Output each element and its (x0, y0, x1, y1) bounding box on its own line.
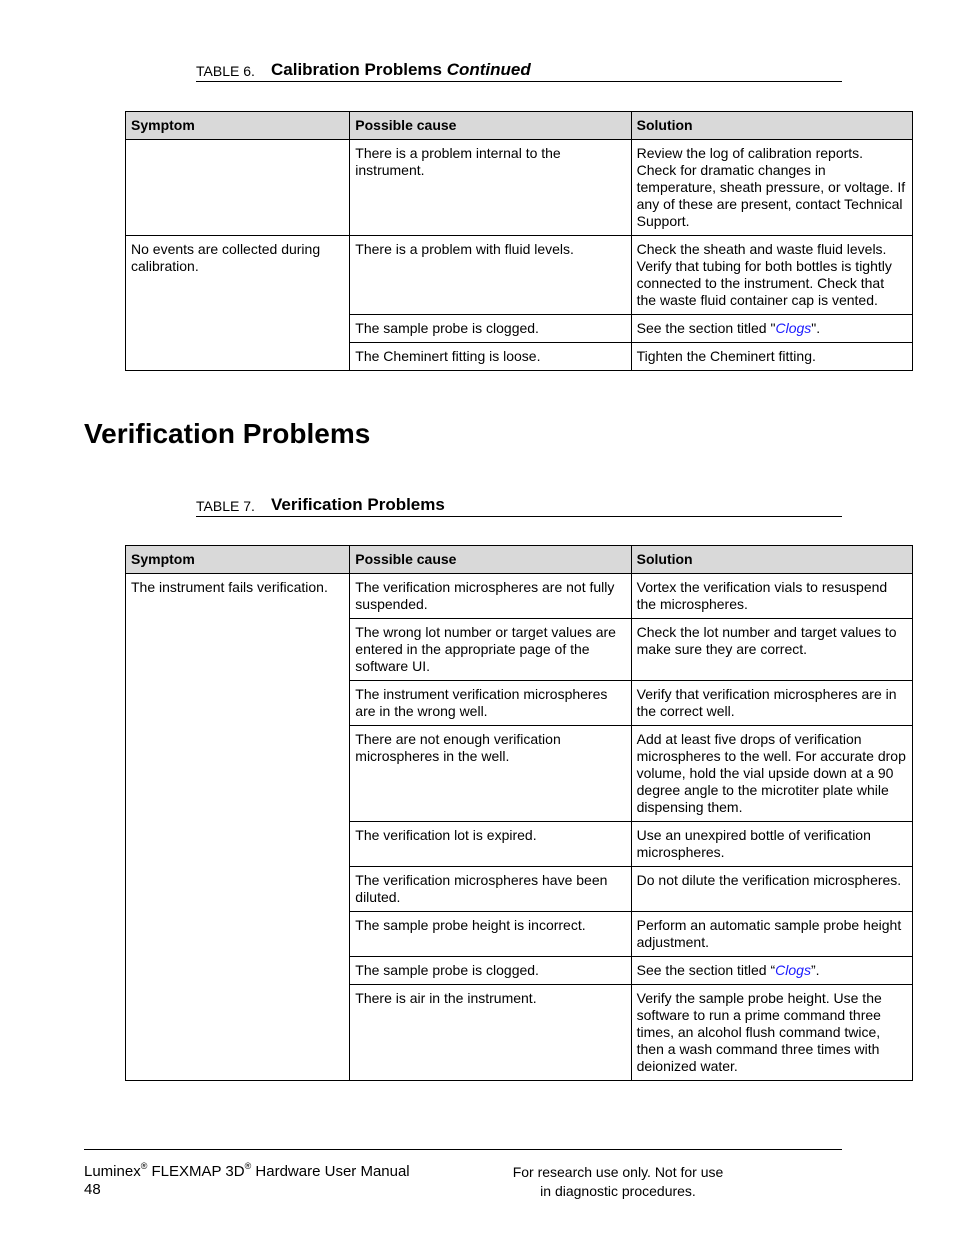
cause-cell: The sample probe is clogged. (350, 957, 631, 985)
solution-cell: Vortex the verification vials to resuspend the microspheres. (631, 574, 912, 619)
solution-cell: Do not dilute the verification microspheres. (631, 867, 912, 912)
solution-cell: Use an unexpired bottle of verification microspheres. (631, 822, 912, 867)
cause-cell: There are not enough verification microspheres in the well. (350, 726, 631, 822)
cause-cell: The verification microspheres are not fully suspended. (350, 574, 631, 619)
header-symptom: Symptom (126, 112, 350, 140)
cause-cell: The verification lot is expired. (350, 822, 631, 867)
solution-cell: Add at least five drops of verification microspheres to the well. For accurate drop volume, hold the vial upside down at a 90 degree angle to the microtiter plate while dispensing them. (631, 726, 912, 822)
solution-cell: Verify the sample probe height. Use the software to run a prime command three times, an alcohol flush command twice, then a wash command three times with deionized water. (631, 985, 912, 1081)
cause-cell: The wrong lot number or target values are entered in the appropriate page of the software UI. (350, 619, 631, 681)
cause-cell: The Cheminert fitting is loose. (350, 343, 631, 371)
cause-cell: The verification microspheres have been diluted. (350, 867, 631, 912)
solution-cell: Review the log of calibration reports. Check for dramatic changes in temperature, sheath pressure, or voltage. If any of these are present, contact Technical Support. (631, 140, 912, 236)
cause-cell: There is a problem internal to the instrument. (350, 140, 631, 236)
cause-cell: The sample probe height is incorrect. (350, 912, 631, 957)
calibration-problems-table (125, 111, 913, 371)
cause-cell: The sample probe is clogged. (350, 315, 631, 343)
table-row (126, 236, 913, 315)
solution-cell: Verify that verification microspheres are in the correct well. (631, 681, 912, 726)
solution-cell: Check the lot number and target values to make sure they are correct. (631, 619, 912, 681)
clogs-link[interactable]: Clogs (775, 320, 812, 336)
header-possible-cause: Possible cause (350, 112, 631, 140)
table6-caption (196, 59, 842, 82)
footer-notice: For research use only. Not for use in diagnostic procedures. (512, 1164, 724, 1199)
solution-cell: Tighten the Cheminert fitting. (631, 343, 912, 371)
header-solution: Solution (631, 112, 912, 140)
cause-cell: The instrument verification microspheres are in the wrong well. (350, 681, 631, 726)
solution-cell: Perform an automatic sample probe height adjustment. (631, 912, 912, 957)
verification-problems-table (125, 545, 913, 1081)
table7-caption (196, 494, 842, 517)
table6-title: Calibration Problems Continued (271, 60, 531, 79)
table6-label: TABLE 6. (196, 63, 255, 79)
header-solution: Solution (631, 546, 912, 574)
footer-manual-title: Luminex® FLEXMAP 3D® Hardware User Manual 48 (84, 1161, 410, 1198)
table-row (126, 574, 913, 619)
solution-cell: See the section titled “Clogs”. (631, 957, 912, 985)
solution-cell: Check the sheath and waste fluid levels. Verify that tubing for both bottles is tightly connected to the instrument. Check that the waste fluid container cap is vented. (631, 236, 912, 315)
cause-cell: There is a problem with fluid levels. (350, 236, 631, 315)
header-symptom: Symptom (126, 546, 350, 574)
symptom-cell (126, 140, 350, 236)
solution-cell: See the section titled "Clogs". (631, 315, 912, 343)
table7-label: TABLE 7. (196, 498, 255, 514)
cause-cell: There is air in the instrument. (350, 985, 631, 1081)
page-number: 48 (84, 1181, 101, 1198)
section-heading: Verification Problems (84, 418, 371, 449)
footer-divider (84, 1149, 842, 1150)
symptom-cell: No events are collected during calibration. (126, 236, 350, 371)
clogs-link[interactable]: Clogs (775, 962, 811, 978)
table7-title: Verification Problems (271, 495, 445, 514)
table-row (126, 140, 913, 236)
table-header-row (126, 546, 913, 574)
header-possible-cause: Possible cause (350, 546, 631, 574)
table-header-row (126, 112, 913, 140)
table6-title-suffix: Continued (446, 60, 531, 79)
symptom-cell: The instrument fails verification. (126, 574, 350, 1081)
